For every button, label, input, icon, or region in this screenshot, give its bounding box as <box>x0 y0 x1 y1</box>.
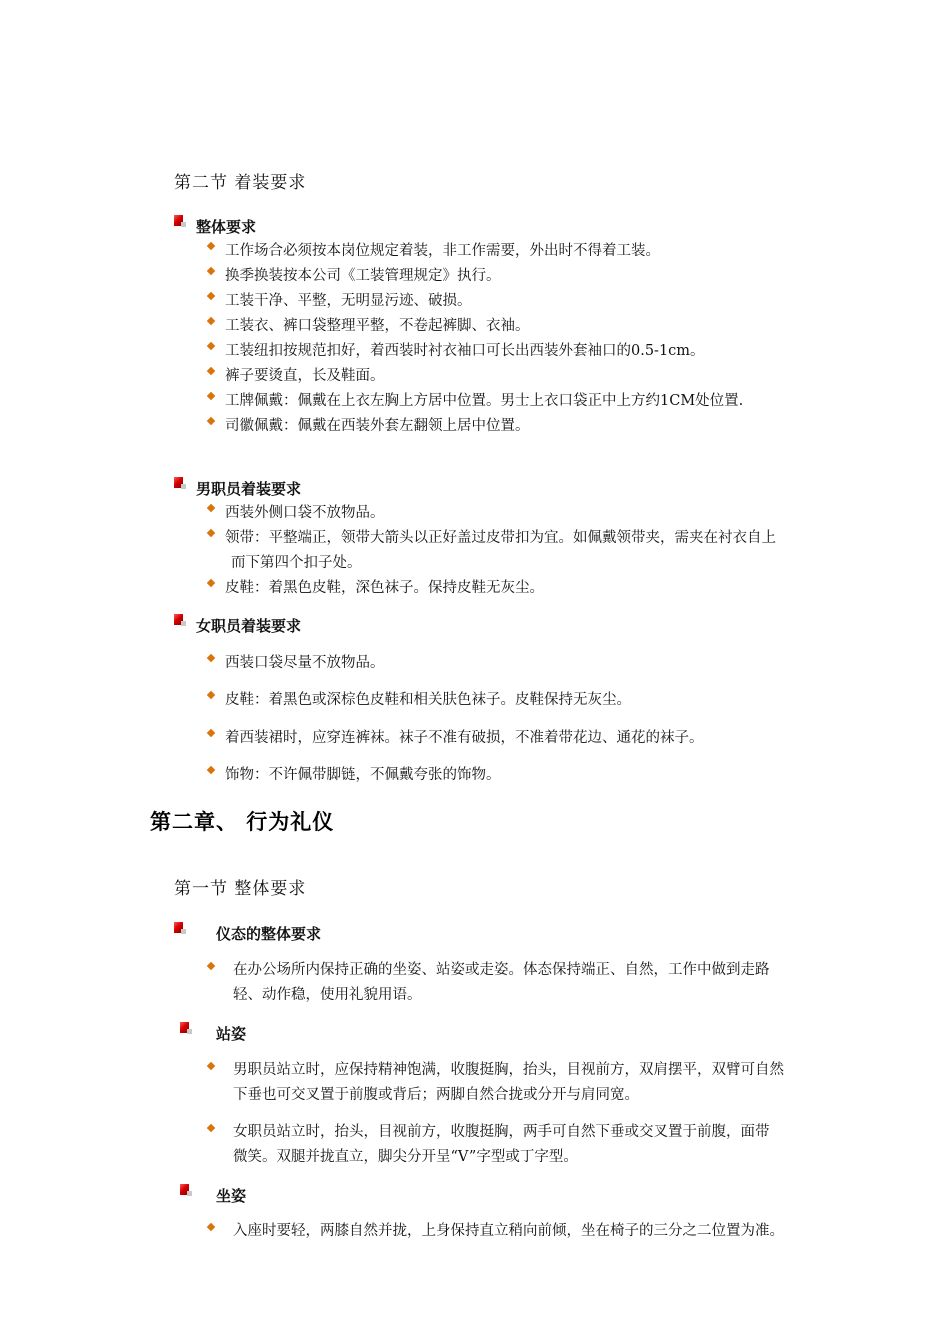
list-item: 裤子要烫直，长及鞋面。 <box>225 368 385 384</box>
list-item: 入座时要轻，两膝自然并拢，上身保持直立稍向前倾，坐在椅子的三分之二位置为准。 <box>233 1223 784 1239</box>
red-square-bullet-icon <box>180 1022 189 1033</box>
diamond-bullet-icon <box>207 691 215 699</box>
list-item-line: 微笑。双腿并拢直立，脚尖分开呈“V”字型或丁字型。 <box>233 1149 578 1165</box>
list-item <box>233 958 843 1008</box>
list-item: 西装外侧口袋不放物品。 <box>225 505 385 521</box>
male-dress-heading: 男职员着装要求 <box>196 480 302 498</box>
list-item: 工牌佩戴：佩戴在上衣左胸上方居中位置。男士上衣口袋正中上方约1CM处位置. <box>225 393 744 409</box>
list-item: 皮鞋：着黑色或深棕色皮鞋和相关肤色袜子。皮鞋保持无灰尘。 <box>225 692 631 708</box>
standing-heading: 站姿 <box>216 1025 247 1043</box>
list-item: 司徽佩戴：佩戴在西装外套左翻领上居中位置。 <box>225 418 530 434</box>
list-item: 着西装裙时，应穿连裤袜。袜子不准有破损，不准着带花边、通花的袜子。 <box>225 730 704 746</box>
list-item-line: 下垂也可交叉置于前腹或背后；两脚自然合拢或分开与肩同宽。 <box>233 1087 639 1103</box>
list-item: 工装衣、裤口袋整理平整，不卷起裤脚、衣袖。 <box>225 318 530 334</box>
diamond-bullet-icon <box>207 654 215 662</box>
diamond-bullet-icon <box>207 317 215 325</box>
diamond-bullet-icon <box>207 1062 215 1070</box>
diamond-bullet-icon <box>207 579 215 587</box>
chapter-title: 第二章、 行为礼仪 <box>150 810 335 834</box>
list-item: 工装纽扣按规范扣好，着西装时衬衣袖口可长出西装外套袖口的0.5-1cm。 <box>225 343 705 359</box>
list-item-line: 女职员站立时，抬头，目视前方，收腹挺胸，两手可自然下垂或交叉置于前腹，面带 <box>233 1124 770 1140</box>
section-title: 第一节 整体要求 <box>174 879 307 899</box>
red-square-bullet-icon <box>174 477 183 488</box>
list-item: 皮鞋：着黑色皮鞋，深色袜子。保持皮鞋无灰尘。 <box>225 580 544 596</box>
diamond-bullet-icon <box>207 504 215 512</box>
sitting-heading: 坐姿 <box>216 1187 247 1205</box>
diamond-bullet-icon <box>207 267 215 275</box>
section-title: 第二节 着装要求 <box>174 173 307 193</box>
overall-requirements-heading: 整体要求 <box>196 218 257 236</box>
diamond-bullet-icon <box>207 1124 215 1132</box>
list-item: 工作场合必须按本岗位规定着装，非工作需要，外出时不得着工装。 <box>225 243 660 259</box>
diamond-bullet-icon <box>207 729 215 737</box>
list-item <box>233 1120 843 1170</box>
demeanor-heading: 仪态的整体要求 <box>216 925 322 943</box>
diamond-bullet-icon <box>207 962 215 970</box>
red-square-bullet-icon <box>174 922 183 933</box>
list-item <box>225 526 845 576</box>
red-square-bullet-icon <box>174 614 183 625</box>
list-item-line: 男职员站立时，应保持精神饱满，收腹挺胸，抬头，目视前方，双肩摆平，双臂可自然 <box>233 1062 784 1078</box>
diamond-bullet-icon <box>207 529 215 537</box>
red-square-bullet-icon <box>174 215 183 226</box>
red-square-bullet-icon <box>180 1184 189 1195</box>
list-item-line: 领带：平整端正，领带大箭头以正好盖过皮带扣为宜。如佩戴领带夹，需夹在衬衣自上 <box>225 530 776 546</box>
diamond-bullet-icon <box>207 1223 215 1231</box>
list-item-line: 轻、动作稳，使用礼貌用语。 <box>233 987 422 1003</box>
diamond-bullet-icon <box>207 242 215 250</box>
list-item: 饰物：不许佩带脚链，不佩戴夸张的饰物。 <box>225 767 501 783</box>
diamond-bullet-icon <box>207 417 215 425</box>
list-item <box>233 1058 843 1108</box>
diamond-bullet-icon <box>207 342 215 350</box>
diamond-bullet-icon <box>207 367 215 375</box>
diamond-bullet-icon <box>207 292 215 300</box>
diamond-bullet-icon <box>207 766 215 774</box>
diamond-bullet-icon <box>207 392 215 400</box>
list-item-line: 而下第四个扣子处。 <box>231 555 362 571</box>
female-dress-heading: 女职员着装要求 <box>196 617 302 635</box>
list-item-line: 在办公场所内保持正确的坐姿、站姿或走姿。体态保持端正、自然，工作中做到走路 <box>233 962 770 978</box>
list-item: 西装口袋尽量不放物品。 <box>225 655 385 671</box>
list-item: 工装干净、平整，无明显污迹、破损。 <box>225 293 472 309</box>
list-item: 换季换装按本公司《工装管理规定》执行。 <box>225 268 501 284</box>
